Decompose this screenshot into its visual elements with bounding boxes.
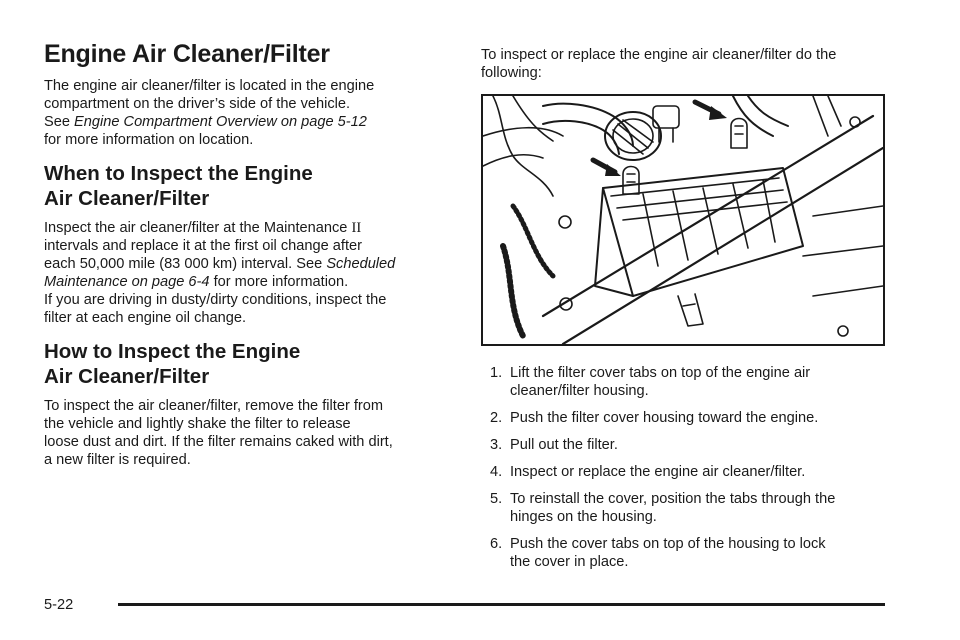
intro-line: compartment on the driver’s side of the vehicle.: [44, 96, 351, 112]
intro-line: [44, 113, 444, 131]
how-to-inspect-heading: [44, 339, 444, 389]
para-text: for more information.: [209, 274, 349, 290]
step-text: [510, 463, 890, 481]
step-line: the cover in place.: [510, 554, 629, 570]
procedure-intro: [481, 46, 891, 82]
para-line: [44, 273, 444, 291]
page-title: Engine Air Cleaner/Filter: [44, 40, 330, 68]
step-number: 6.: [490, 536, 503, 552]
step-text: [510, 409, 890, 427]
step-text: [510, 436, 890, 454]
para-line: intervals and replace it at the first oil change after: [44, 238, 362, 254]
step-line: Inspect or replace the engine air cleaner/filter.: [510, 464, 806, 480]
intro-line: following:: [481, 65, 542, 81]
step-item: [490, 436, 890, 454]
step-number: 3.: [490, 437, 503, 453]
para-line: a new filter is required.: [44, 452, 191, 468]
para-line: To inspect the air cleaner/filter, remove the filter from: [44, 398, 384, 414]
intro-line: To inspect or replace the engine air cleaner/filter do the: [481, 47, 837, 63]
air-cleaner-illustration: [481, 94, 885, 346]
step-item: [490, 490, 890, 526]
step-item: [490, 535, 890, 571]
intro-line: for more information on location.: [44, 132, 254, 148]
scheduled-maintenance-link-cont[interactable]: Maintenance on page 6-4: [44, 274, 210, 290]
engine-compartment-link[interactable]: Engine Compartment Overview on page 5-12: [74, 114, 367, 130]
heading-line: When to Inspect the Engine: [44, 162, 313, 185]
step-text: [510, 364, 890, 400]
step-number: 2.: [490, 410, 503, 426]
how-to-inspect-section: [44, 339, 444, 469]
when-to-inspect-heading: [44, 161, 444, 211]
step-line: Push the filter cover housing toward the engine.: [510, 410, 819, 426]
heading-line: Air Cleaner/Filter: [44, 187, 210, 210]
page-number: 5-22: [44, 597, 74, 613]
step-number: 4.: [490, 464, 503, 480]
para-line: If you are driving in dusty/dirty conditions, inspect the: [44, 292, 387, 308]
step-line: Lift the filter cover tabs on top of the engine air: [510, 365, 811, 381]
heading-line: How to Inspect the Engine: [44, 340, 301, 363]
para-line: filter at each engine oil change.: [44, 310, 247, 326]
step-line: cleaner/filter housing.: [510, 383, 649, 399]
step-text: [510, 535, 890, 571]
intro-line: The engine air cleaner/filter is located in the engine: [44, 78, 375, 94]
step-line: Pull out the filter.: [510, 437, 618, 453]
para-line: the vehicle and lightly shake the filter to release: [44, 416, 351, 432]
see-text: See: [44, 114, 75, 130]
procedure-steps: [490, 364, 890, 580]
step-line: hinges on the housing.: [510, 509, 657, 525]
footer-divider: [118, 603, 885, 606]
maintenance-ii-symbol: II: [351, 220, 362, 236]
left-column: [44, 40, 444, 469]
step-line: Push the cover tabs on top of the housing to lock: [510, 536, 826, 552]
step-number: 1.: [490, 365, 503, 381]
step-item: [490, 463, 890, 481]
engine-bay-drawing: [483, 96, 883, 344]
step-text: [510, 490, 890, 526]
para-line: [44, 255, 444, 273]
intro-paragraph: [44, 77, 444, 149]
how-to-inspect-paragraph: [44, 397, 444, 469]
step-item: [490, 409, 890, 427]
right-column-intro: [481, 46, 891, 82]
para-text: Inspect the air cleaner/filter at the Maintenance: [44, 220, 352, 236]
para-text: each 50,000 mile (83 000 km) interval. See: [44, 256, 327, 272]
heading-line: Air Cleaner/Filter: [44, 365, 210, 388]
para-line: loose dust and dirt. If the filter remains caked with dirt,: [44, 434, 393, 450]
step-number: 5.: [490, 491, 503, 507]
scheduled-maintenance-link[interactable]: Scheduled: [326, 256, 396, 272]
when-to-inspect-section: [44, 161, 444, 327]
step-line: To reinstall the cover, position the tabs through the: [510, 491, 836, 507]
when-to-inspect-paragraph: [44, 219, 444, 327]
step-item: [490, 364, 890, 400]
para-line: [44, 219, 444, 237]
